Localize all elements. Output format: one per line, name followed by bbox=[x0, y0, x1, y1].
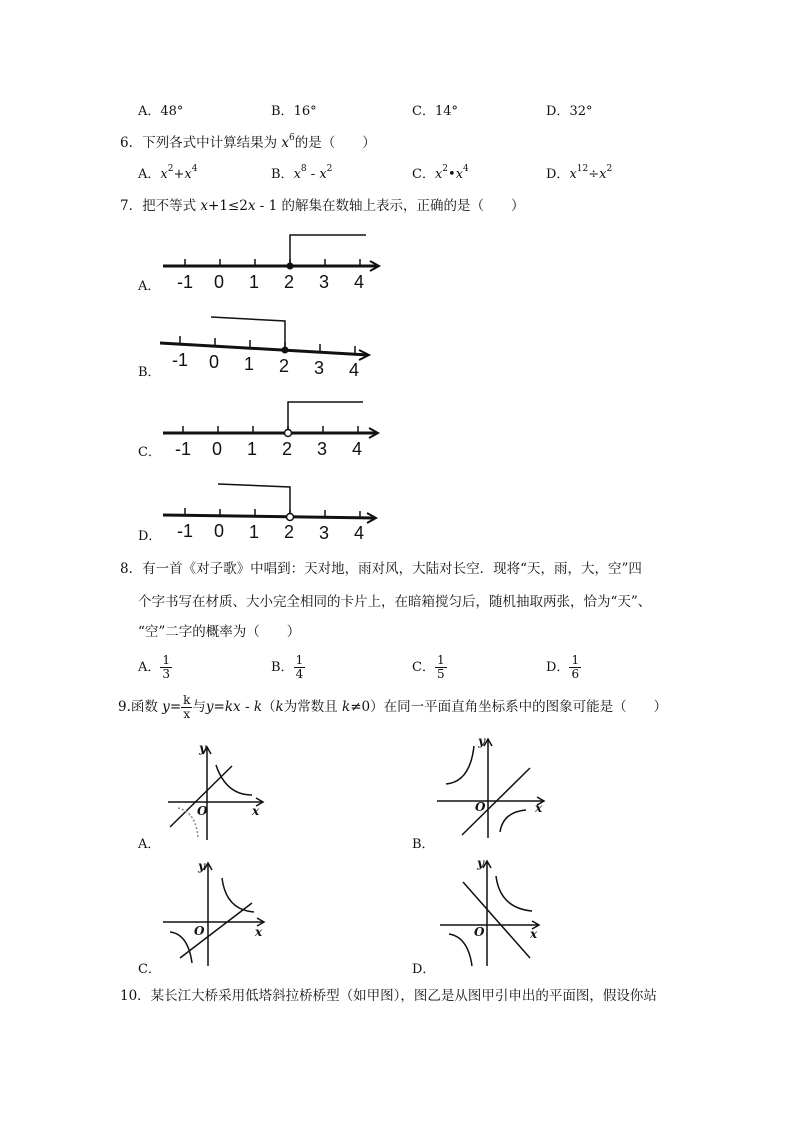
axis-x-label: x bbox=[530, 927, 538, 941]
origin-label: O bbox=[475, 800, 486, 814]
q8-line-1: 8．有一首《对子歌》中唱到：天对地，雨对风，大陆对长空．现将“天，雨，大，空”四 bbox=[120, 561, 642, 577]
q7-option-b-letter: B． bbox=[138, 365, 161, 380]
tick-label: 2 bbox=[279, 356, 290, 376]
q8-option-a: A． $\frac{1}{3}$ bbox=[138, 653, 171, 681]
tick-label: -1 bbox=[175, 439, 192, 459]
q9-option-d-letter: D． bbox=[412, 962, 436, 977]
tick-label: 4 bbox=[349, 360, 360, 380]
axis-x-label: x bbox=[252, 804, 260, 818]
q9-option-c-letter: C． bbox=[138, 962, 161, 977]
axis-y-label: y bbox=[198, 859, 205, 873]
q9-stem: 9.函数 y= $\frac{k}{x}$ 与y=kx - k（k为常数且 k≠0）在同一平面直角坐标系中的图象可能是（ ） bbox=[118, 693, 668, 721]
tick-label: 3 bbox=[319, 272, 330, 292]
tick-label: 4 bbox=[352, 439, 363, 459]
tick-label: 0 bbox=[214, 272, 225, 292]
q7-option-d-letter: D． bbox=[138, 529, 162, 544]
q5-option-c: C．14° bbox=[412, 104, 458, 119]
tick-label: 1 bbox=[244, 354, 255, 374]
q6-option-d: D．$x^{12}\div x^2$ bbox=[546, 163, 613, 182]
tick-label: 2 bbox=[284, 522, 295, 542]
origin-label: O bbox=[197, 804, 208, 818]
q8-line-2: 个字书写在材质、大小完全相同的卡片上，在暗箱搅匀后，随机抽取两张，恰为“天”、 bbox=[138, 594, 652, 610]
q7-option-c-letter: C． bbox=[138, 445, 161, 460]
q6-option-a: A．$x^2+x^4$ bbox=[138, 163, 198, 182]
q6-option-c: C．$x^2•x^4$ bbox=[412, 163, 469, 182]
axis-x-label: x bbox=[535, 801, 543, 815]
q7-stem: 7．把不等式 x+1≤2x - 1 的解集在数轴上表示，正确的是（ ） bbox=[120, 198, 525, 214]
q8-line-3: “空”二字的概率为（ ） bbox=[138, 624, 301, 640]
origin-label: O bbox=[474, 925, 485, 939]
tick-label: 4 bbox=[354, 272, 365, 292]
tick-label: 2 bbox=[282, 439, 293, 459]
tick-label: -1 bbox=[177, 521, 194, 541]
q5-option-b: B．16° bbox=[271, 104, 317, 119]
tick-label: -1 bbox=[177, 272, 194, 292]
tick-label: 0 bbox=[214, 521, 225, 541]
axis-y-label: y bbox=[478, 734, 485, 748]
tick-label: -1 bbox=[172, 350, 189, 370]
q8-option-d: D． $\frac{1}{6}$ bbox=[546, 653, 580, 681]
q6-stem: 6．下列各式中计算结果为 $x^6$的是（ ） bbox=[120, 132, 376, 151]
tick-label: 2 bbox=[284, 272, 295, 292]
origin-label: O bbox=[194, 924, 205, 938]
tick-label: 1 bbox=[247, 439, 258, 459]
q9-option-b-letter: B． bbox=[412, 837, 435, 852]
tick-label: 3 bbox=[314, 358, 325, 378]
q7-option-a-letter: A． bbox=[138, 279, 161, 294]
tick-label: 4 bbox=[354, 523, 365, 543]
tick-label: 1 bbox=[249, 522, 260, 542]
q9-option-a-letter: A． bbox=[138, 837, 161, 852]
q8-option-b: B． $\frac{1}{4}$ bbox=[271, 653, 304, 681]
tick-label: 0 bbox=[209, 352, 220, 372]
tick-label: 0 bbox=[212, 439, 223, 459]
tick-label: 3 bbox=[319, 523, 330, 543]
q5-option-a: A．48° bbox=[138, 104, 184, 119]
axis-y-label: y bbox=[199, 741, 206, 755]
q5-option-d: D．32° bbox=[546, 104, 593, 119]
q8-option-c: C． $\frac{1}{5}$ bbox=[412, 653, 445, 681]
axis-y-label: y bbox=[477, 856, 484, 870]
q6-option-b: B．$x^8 - x^2$ bbox=[271, 163, 333, 182]
tick-label: 1 bbox=[249, 272, 260, 292]
tick-label: 3 bbox=[317, 439, 328, 459]
q10-line-1: 10．某长江大桥采用低塔斜拉桥桥型（如甲图），图乙是从图甲引申出的平面图，假设你站 bbox=[120, 988, 657, 1004]
axis-x-label: x bbox=[255, 925, 263, 939]
